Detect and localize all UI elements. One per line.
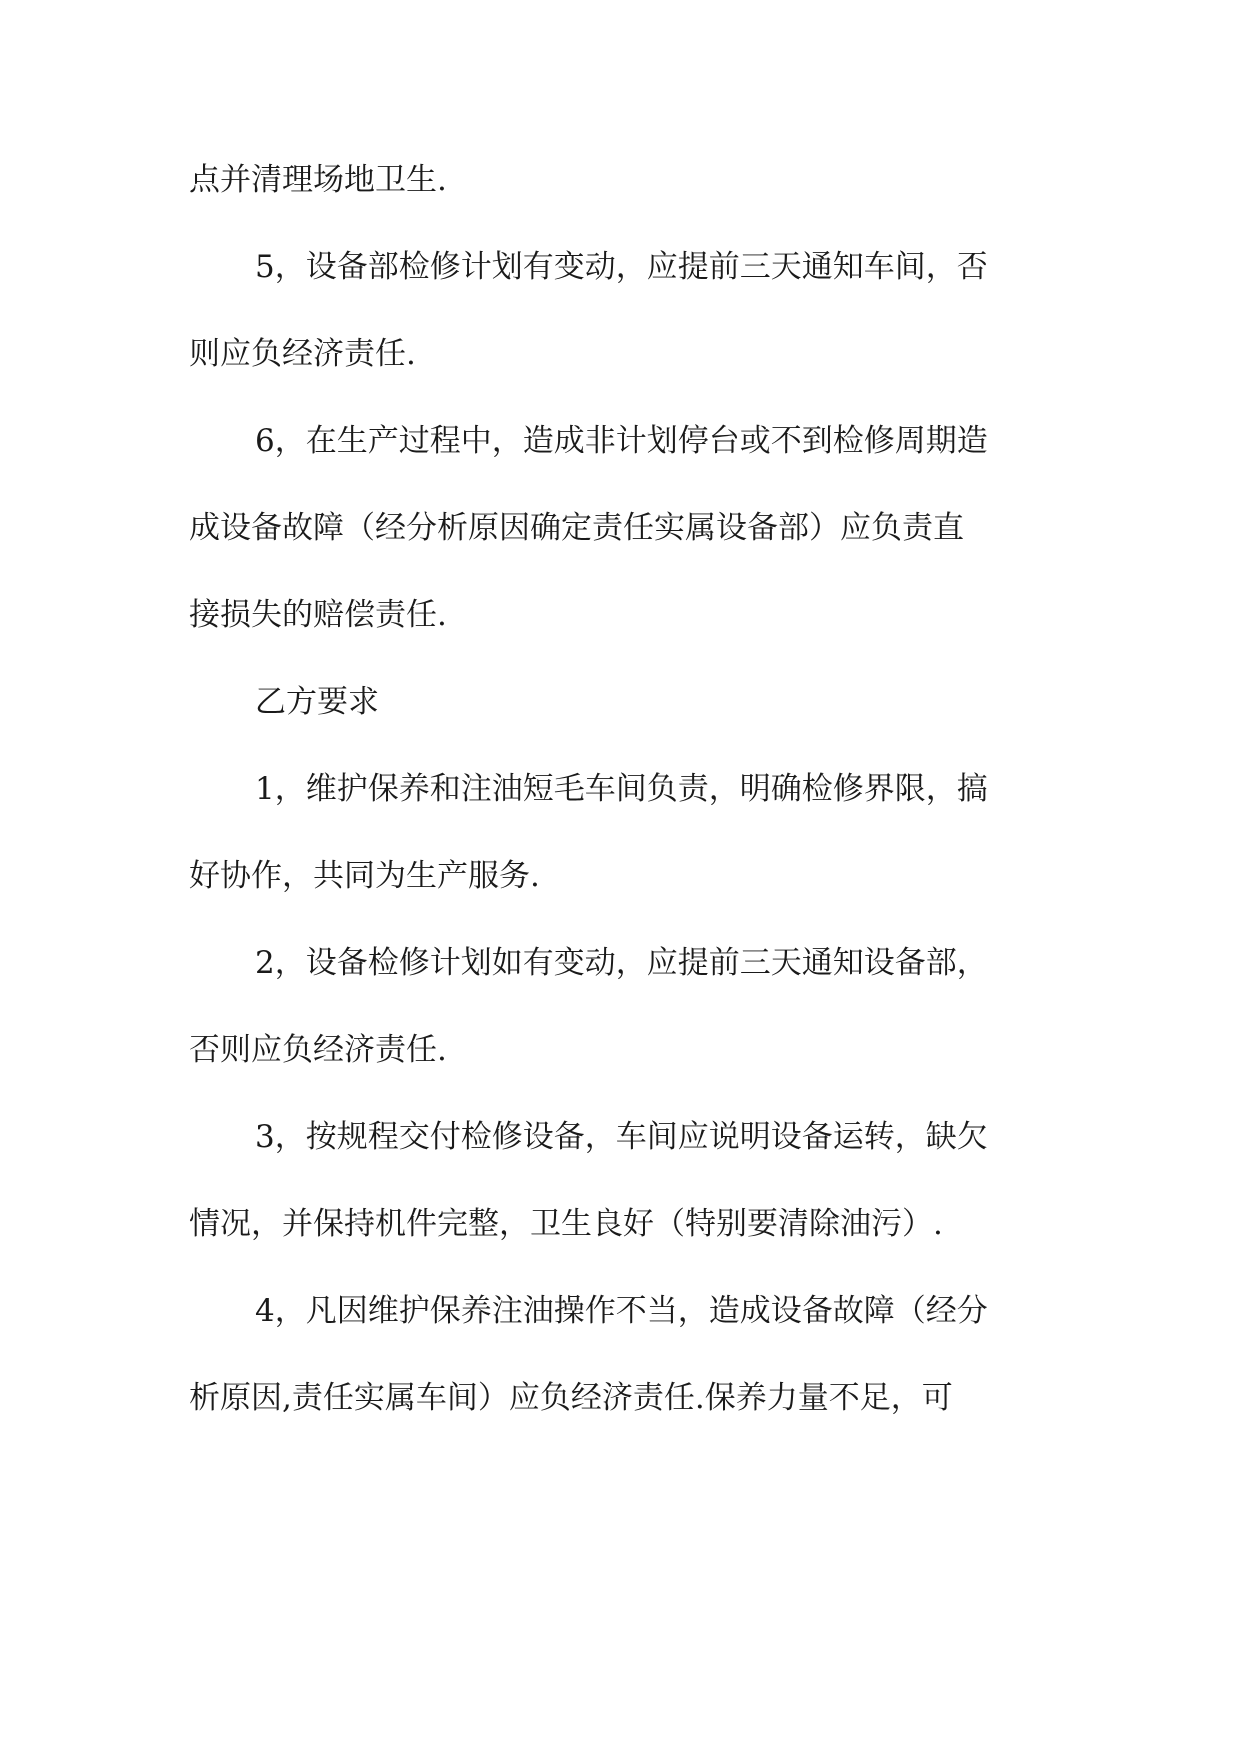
text-line: 否则应负经济责任. (189, 1032, 447, 1068)
text-line: 1，维护保养和注油短毛车间负责，明确检修界限，搞 (255, 771, 988, 807)
text-line: 则应负经济责任. (189, 336, 416, 372)
text-line: 成设备故障（经分析原因确定责任实属设备部）应负责直 (189, 510, 964, 546)
text-line: 6，在生产过程中，造成非计划停台或不到检修周期造 (255, 423, 988, 459)
text-line: 好协作，共同为生产服务. (189, 858, 540, 894)
text-line: 5，设备部检修计划有变动，应提前三天通知车间，否 (255, 249, 988, 285)
text-line: 析原因,责任实属车间）应负经济责任.保养力量不足，可 (189, 1380, 953, 1416)
text-line: 接损失的赔偿责任. (189, 597, 447, 633)
text-line: 情况，并保持机件完整，卫生良好（特别要清除油污）. (189, 1206, 943, 1242)
text-line: 4，凡因维护保养注油操作不当，造成设备故障（经分 (255, 1293, 988, 1329)
text-line: 2，设备检修计划如有变动，应提前三天通知设备部， (255, 945, 988, 981)
text-line: 3，按规程交付检修设备，车间应说明设备运转，缺欠 (255, 1119, 988, 1155)
text-line: 点并清理场地卫生. (189, 162, 447, 198)
section-heading: 乙方要求 (255, 684, 379, 720)
